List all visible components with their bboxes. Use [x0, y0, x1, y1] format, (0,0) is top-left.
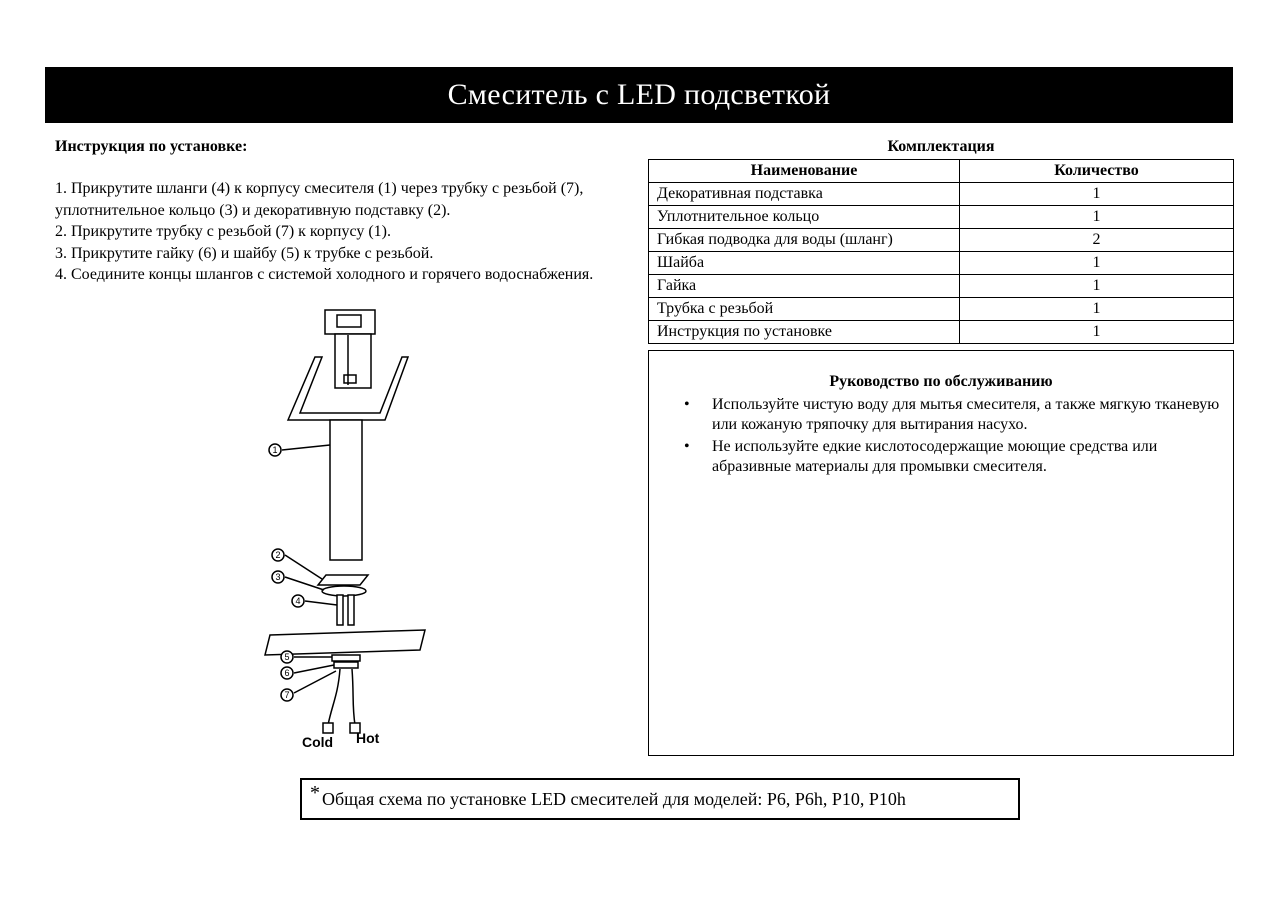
kit-item-name: Инструкция по установке [649, 321, 960, 344]
maintenance-list [684, 395, 1224, 479]
page-title-bar [45, 67, 1233, 123]
kit-item-name: Шайба [649, 252, 960, 275]
kit-col-name: Наименование [649, 160, 960, 183]
callout-2-label: 2 [275, 550, 281, 560]
faucet-top-cap [325, 310, 375, 334]
bullet-icon: • [684, 438, 690, 455]
instructions-steps [55, 178, 635, 286]
kit-item-qty: 2 [960, 229, 1234, 252]
asterisk: * [310, 781, 320, 804]
washer [332, 655, 360, 661]
maintenance-item-text: Используйте чистую воду для мытья смесителя, а также мягкую тканевую или кожаную тряпочку для вытирания насухо. [712, 396, 1220, 433]
kit-item-name: Декоративная подставка [649, 183, 960, 206]
kit-item-name: Гибкая подводка для воды (шланг) [649, 229, 960, 252]
decorative-base [318, 575, 368, 585]
bullet-icon: • [684, 396, 690, 413]
callout-6-label: 6 [284, 668, 290, 678]
callout-4-label: 4 [295, 596, 301, 606]
maintenance-box [648, 350, 1234, 756]
table-row [649, 252, 1234, 275]
kit-col-qty: Количество [960, 160, 1234, 183]
kit-item-qty: 1 [960, 321, 1234, 344]
maintenance-heading: Руководство по обслуживанию [829, 373, 1053, 390]
cold-label: Cold [302, 734, 334, 750]
table-row [649, 206, 1234, 229]
kit-item-name: Уплотнительное кольцо [649, 206, 960, 229]
cold-hose [328, 669, 340, 725]
maintenance-item-text: Не используйте едкие кислотосодержащие моющие средства или абразивные материалы для промывки смесителя. [712, 438, 1158, 475]
step-3: 3. Прикрутите гайку (6) и шайбу (5) к трубке с резьбой. [55, 244, 434, 262]
installation-diagram [260, 305, 450, 755]
step-1: 1. Прикрутите шланги (4) к корпусу смесителя (1) через трубку с резьбой (7), уплотнительное кольцо (3) и декоративную подставку (2). [55, 180, 584, 219]
kit-item-qty: 1 [960, 298, 1234, 321]
callout-5-label: 5 [284, 652, 290, 662]
table-row [649, 229, 1234, 252]
kit-table [648, 159, 1234, 344]
callout-3-label: 3 [275, 572, 281, 582]
kit-item-name: Гайка [649, 275, 960, 298]
faucet-main-pipe [330, 420, 362, 560]
kit-item-name: Трубка с резьбой [649, 298, 960, 321]
callout-1-label: 1 [272, 445, 278, 455]
kit-item-qty: 1 [960, 206, 1234, 229]
callout-7-label: 7 [284, 690, 290, 700]
hot-label: Hot [356, 730, 380, 746]
nut [334, 662, 358, 668]
kit-heading: Комплектация [887, 138, 995, 155]
kit-item-qty: 1 [960, 183, 1234, 206]
kit-item-qty: 1 [960, 252, 1234, 275]
seal-ring [322, 586, 366, 596]
table-row [649, 298, 1234, 321]
kit-item-qty: 1 [960, 275, 1234, 298]
table-row [649, 321, 1234, 344]
list-item [684, 395, 1224, 435]
model-note-text: Общая схема по установке LED смесителей для моделей: P6, P6h, P10, P10h [322, 788, 906, 809]
page-title: Смеситель с LED подсветкой [447, 78, 831, 111]
faucet-upper-body [335, 334, 371, 388]
step-4: 4. Соедините концы шлангов с системой холодного и горячего водоснабжения. [55, 266, 594, 283]
step-2: 2. Прикрутите трубку с резьбой (7) к корпусу (1). [55, 223, 391, 240]
instructions-heading: Инструкция по установке: [55, 138, 248, 155]
model-note-box [300, 778, 1020, 820]
table-row [649, 183, 1234, 206]
list-item [684, 437, 1224, 477]
hot-hose [352, 669, 355, 725]
kit-header-row [649, 160, 1234, 183]
table-row [649, 275, 1234, 298]
